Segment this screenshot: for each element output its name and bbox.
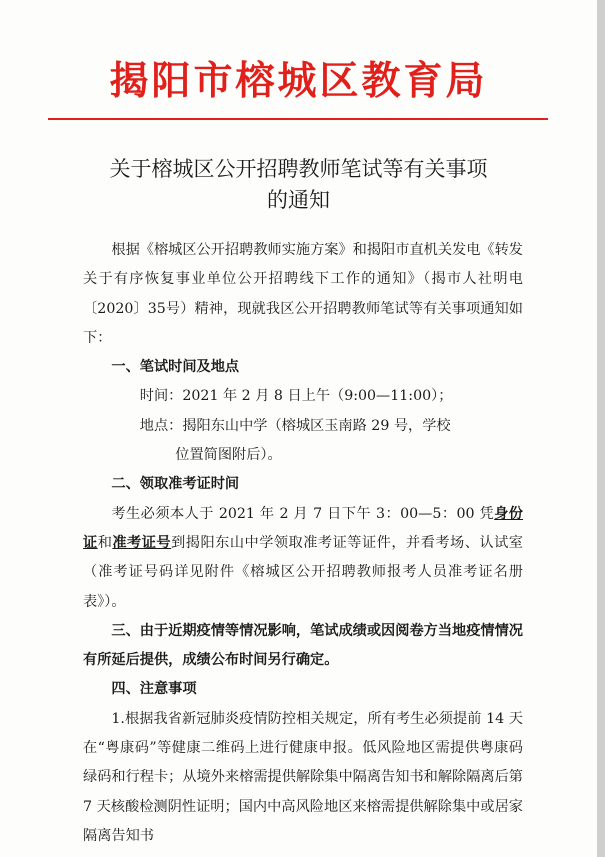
- section-1-heading: 一、笔试时间及地点: [111, 359, 240, 376]
- section-2-heading: 二、领取准考证时间: [111, 476, 240, 493]
- section-3-paragraph: 三、由于近期疫情等情况影响，笔试成绩或因阅卷方当地疫情情况有所延后提供，成绩公布时间另行确定。: [83, 622, 523, 669]
- intro-paragraph: 根据《榕城区公开招聘教师实施方案》和揭阳市直机关发电《转发关于有序恢复事业单位公开招聘线下工作的通知》（揭市人社明电〔2020〕35号）精神，现就我区公开招聘教师笔试等有关事项通知如下：: [83, 242, 523, 346]
- ticket-number-emphasis: 准考证号: [112, 534, 172, 551]
- section-4-heading: 四、注意事项: [111, 681, 197, 698]
- notice-title: [0, 154, 597, 216]
- section-2-paragraph: [83, 500, 523, 617]
- exam-place: 地点：揭阳东山中学（榕城区玉南路 29 号，学校: [139, 417, 451, 434]
- id-card-emphasis: 身份证: [83, 505, 523, 551]
- section-2-and: 和: [97, 534, 113, 551]
- section-2-text-a: 考生必须本人于 2021 年 2 月 7 日下午 3：00—5：00 凭: [111, 505, 495, 522]
- letterhead-divider: [48, 118, 548, 120]
- page-edge: [597, 0, 605, 857]
- section-4-item-1: 1.根据我省新冠肺炎疫情防控相关规定，所有考生必须提前 14 天在“粤康码”等健康二维码上进行健康申报。低风险地区需提供粤康码绿码和行程卡；从境外来榕需提供解除集中隔离告知书和解除隔离后第 7 天核酸检测阴性证明；国内中高风险地区来榕需提供解除集中或居家隔离告知书: [83, 710, 523, 844]
- notice-title-line-1: 关于榕城区公开招聘教师笔试等有关事项: [109, 157, 488, 181]
- exam-place-continued: 位置简图附后）。: [175, 447, 282, 464]
- notice-body: [83, 236, 523, 851]
- letterhead-title: 揭阳市榕城区教育局: [109, 59, 488, 104]
- section-2-text-b: 到揭阳东山中学领取准考证等证件，并看考场、认试室（准考证号码详见附件《榕城区公开招聘教师报考人员准考证名册表》）。: [83, 534, 523, 610]
- notice-title-line-2: 的通知: [267, 188, 330, 212]
- exam-time: 时间：2021 年 2 月 8 日上午（9:00—11:00）；: [139, 388, 453, 405]
